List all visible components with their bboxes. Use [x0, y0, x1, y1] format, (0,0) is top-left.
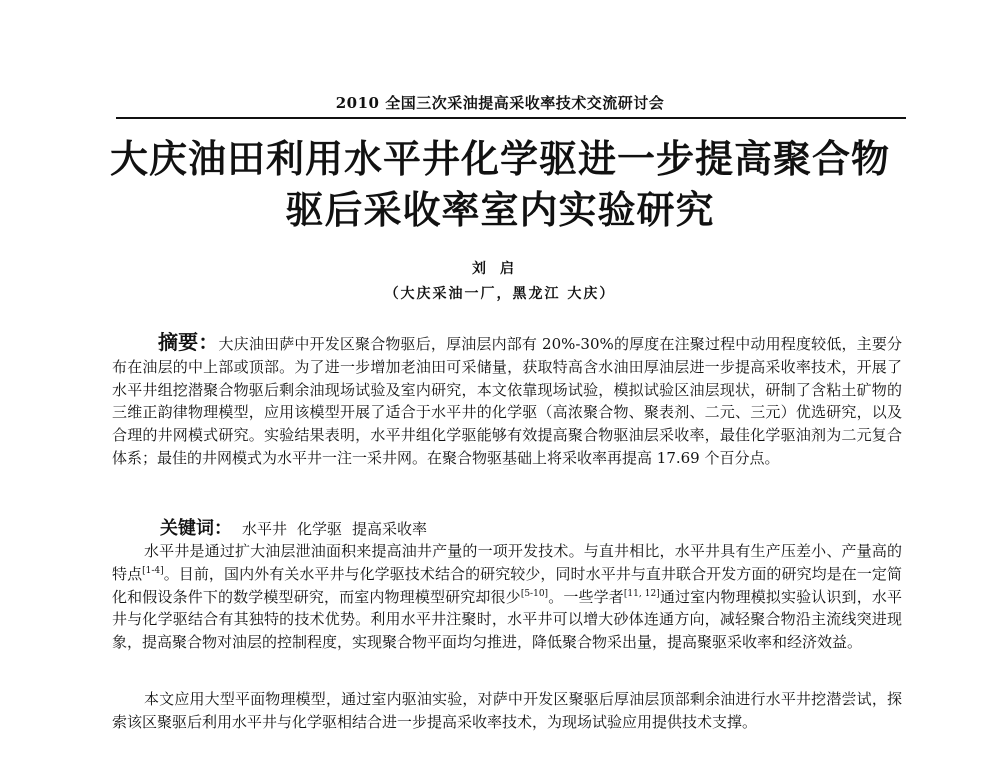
intro-paragraph-1 — [112, 540, 902, 654]
paragraph-text: 。目前，国内外有关水平井与化学驱技术结合的研究较少，同时水平井与直井联合开发方面的研究均是在一定简化和假设条件下的数学模型研究，而室内物理模型研究却很少 — [112, 564, 902, 606]
abstract-text: 大庆油田萨中开发区聚合物驱后，厚油层内部有 20%-30%的厚度在注聚过程中动用程度较低，主要分布在油层的中上部或顶部。为了进一步增加老油田可采储量，获取特高含水油田厚油层进一步提高采收率技术，开展了水平井组挖潜聚合物驱后剩余油现场试验及室内研究，本文依靠现场试验，模拟试验区油层现状，研制了含粘土矿物的三维正韵律物理模型，应用该模型开展了适合于水平井的化学驱（高浓聚合物、聚表剂、二元、三元）优选研究，以及合理的井网模式研究。实验结果表明，水平井组化学驱能够有效提高聚合物驱油层采收率，最佳化学驱油剂为二元复合体系；最佳的井网模式为水平井一注一采井网。在聚合物驱基础上将采收率再提高 17.69 个百分点。 — [112, 335, 902, 467]
header-divider — [116, 117, 906, 119]
abstract-label: 摘要： — [158, 330, 219, 354]
running-header: 2010 全国三次采油提高采收率技术交流研讨会 — [335, 94, 665, 112]
paper-title-line-1: 大庆油田利用水平井化学驱进一步提高聚合物 — [109, 137, 890, 181]
citation-ref: [11, 12] — [623, 588, 660, 599]
keywords-label: 关键词： — [160, 518, 232, 539]
keywords — [160, 514, 427, 540]
keyword-item: 水平井 — [242, 520, 288, 538]
intro-paragraph-2: 本文应用大型平面物理模型，通过室内驱油实验，对萨中开发区聚驱后厚油层顶部剩余油进行水平井挖潜尝试，探索该区聚驱后利用水平井与化学驱相结合进一步提高采收率技术，为现场试验应用提供技术支撑。 — [112, 690, 902, 731]
abstract — [112, 331, 902, 470]
citation-ref: [1-4] — [142, 565, 164, 576]
author-name: 刘启 — [472, 261, 528, 277]
paper-title-line-2: 驱后采收率室内实验研究 — [285, 188, 715, 232]
keyword-item: 化学驱 — [297, 520, 343, 538]
author-affiliation: （大庆采油一厂，黑龙江 大庆） — [384, 286, 616, 302]
paragraph-text: 水平井是通过扩大油层泄油面积来提高油井产量的一项开发技术。与直井相比，水平井具有生产压差小、产量高的特点 — [112, 542, 902, 583]
paragraph-text: 。一些学者 — [548, 587, 624, 606]
keyword-item: 提高采收率 — [352, 520, 428, 538]
paragraph-text: 通过室内物理模拟实验认识到，水平井与化学驱结合有其独特的技术优势。利用水平井注聚时，水平井可以增大砂体连通方向，减轻聚合物沿主流线突进现象，提高聚合物对油层的控制程度，实现聚合物平面均匀推进，降低聚合物采出量，提高聚驱采收率和经济效益。 — [112, 587, 902, 652]
citation-ref: [5-10] — [520, 588, 549, 599]
